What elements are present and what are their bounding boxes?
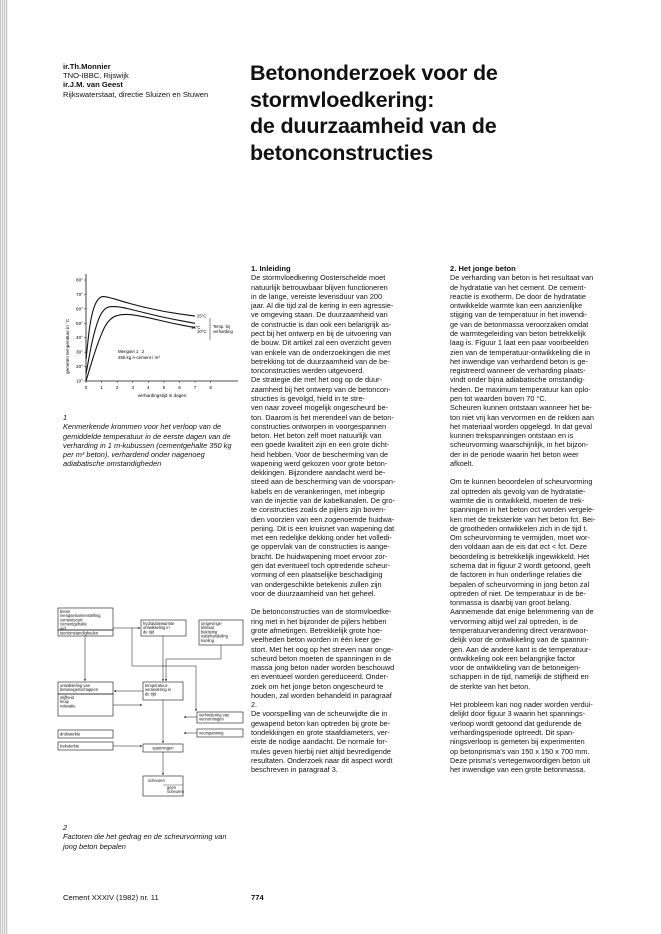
text-line: resultaten. Onderzoek naar dit aspect wordt: [251, 755, 393, 765]
chart-y-tick-label: 40°: [76, 335, 83, 341]
chart-x-tick-label: 0: [84, 385, 88, 390]
title-line: betonconstructies: [250, 140, 433, 165]
text-line: op betonprisma's van 150 x 150 x 700 mm.: [450, 746, 590, 756]
text-line: Scheuren kunnen ontstaan wanneer het be-: [450, 403, 592, 413]
text-line: pening. Dit is een kruisnet van wapening dat: [251, 523, 395, 533]
diagram-label: stortomstandigheden: [60, 630, 99, 636]
journal-reference: Cement XXXIV (1982) nr. 11: [63, 893, 159, 902]
text-line: spanningen in het beton σct worden vergele-: [450, 505, 595, 515]
text-line: de sterkte van het beton.: [450, 681, 531, 691]
chart-y-tick-label: 20°: [76, 364, 83, 370]
text-line: bepalen of scheurvorming in jong beton zal: [450, 579, 590, 589]
paragraph-block: [450, 477, 642, 690]
title-line: de duurzaamheid van de: [250, 114, 497, 138]
text-line: verloop wordt getoond dat gedurende de: [450, 718, 582, 728]
diagram-label: spanningen: [152, 745, 174, 751]
figure-1-temperature-chart: [56, 268, 246, 408]
diagram-label: bekisting: [201, 629, 218, 635]
page-binding-edge: [0, 0, 8, 934]
chart-y-tick-label: 60°: [76, 306, 83, 312]
text-column-2: [450, 264, 642, 774]
text-line: dekkingen. Bijzondere aandacht werd be-: [251, 468, 386, 478]
text-line: een goede kwaliteit zijn en een grote dicht-: [251, 440, 390, 450]
chart-x-tick-label: 5: [162, 385, 166, 390]
paragraph-block: [450, 273, 642, 468]
diagram-label: betoneigenschappen: [60, 687, 99, 693]
text-line: pect bij het ontwerp en bij de uitvoering van: [251, 328, 392, 338]
diagram-label: de tijd: [145, 691, 156, 697]
diagram-label: geen: [167, 785, 177, 790]
diagram-label: cementsoort: [60, 617, 83, 623]
text-line: van enkele van de onderzoekingen die met: [251, 347, 391, 357]
chart-y-tick-label: 50°: [76, 320, 83, 326]
text-line: de factoren in hun onderlinge relaties die: [450, 570, 582, 580]
text-line: eiste de nodige aandacht. De normale for-: [251, 737, 388, 747]
chart-y-tick-label: 30°: [76, 349, 83, 355]
figure-2-number: 2: [63, 823, 68, 832]
title-line: Betononderzoek voor de: [250, 61, 498, 85]
text-line: De stormvloedkering Oosterschelde moet: [251, 273, 386, 283]
author-2-affiliation: Rijkswaterstaat, directie Sluizen en Stuwen: [63, 89, 209, 99]
text-line: verhardingsperiode optreedt. Dit span-: [450, 728, 575, 738]
text-line: scheurvorming waarschijnlijk, in het bijzon-: [450, 440, 589, 450]
text-line: van de injectie van de kabelkanalen. De gro-: [251, 496, 396, 506]
text-line: ven naar zoveel mogelijk ongescheurd be-: [251, 403, 389, 413]
text-line: stort. Met het oog op het streven naar onge-: [251, 644, 394, 654]
text-line: beton. Het beton zelf moet natuurlijk van: [251, 431, 382, 441]
chart-y-ticks: [76, 278, 86, 384]
text-line: gewapend beton kan optreden bij grote be-: [251, 718, 391, 728]
text-line: constructies ontworpen in voorgespannen: [251, 421, 387, 431]
diagram-label: cementgehalte: [60, 621, 87, 627]
text-line: Aannemende dat enige belemmering van de: [450, 607, 594, 617]
text-line: vindt onder bijna adiabatische omstandig-: [450, 375, 585, 385]
text-line: tonmassa is daarbij van groot belang.: [450, 598, 572, 608]
text-line: schema dat in figuur 2 wordt getoond, geeft: [450, 560, 591, 570]
text-line: mules geven hierbij niet altijd bevredigende: [251, 746, 391, 756]
text-line: het inwendige van verhardend beton is ge-: [450, 356, 588, 366]
diagram-arrows: [85, 628, 221, 775]
chart-y-tick-label: 70°: [76, 291, 83, 297]
text-line: ring met in het bijzonder de pijlers hebben: [251, 616, 387, 626]
text-line: De voorspelling van de scheurwijdte die in: [251, 709, 388, 719]
chart-series-label: 15°C: [191, 324, 201, 330]
author-1-name: ir.Th.Monnier: [63, 62, 111, 71]
text-line: massa jong beton nader worden beschouwd: [251, 663, 395, 673]
text-line: zien van de temperatuur-ontwikkeling die in: [450, 347, 591, 357]
text-line: ge van de betonmassa veroorzaken omdat: [450, 319, 589, 329]
text-line: de hydratatie van het cement. De cement-: [450, 282, 586, 292]
figure-2-factor-diagram: [56, 604, 246, 814]
text-line: de warmtegeleiding van beton betrekkelijk: [450, 328, 586, 338]
text-line: heden. De maximum temperatuur kan oplo-: [450, 384, 591, 394]
text-line: 2.: [251, 700, 258, 710]
text-line: gen dat eventueel toch optredende scheur-: [251, 561, 391, 570]
diagram-label: omgevings-: [201, 621, 223, 626]
diagram-label: voorspanning: [199, 730, 224, 736]
diagram-label: koeling: [201, 637, 214, 643]
diagram-label: verhindering van: [199, 712, 230, 718]
text-line: steed aan de bescherming van de voorspan-: [251, 477, 396, 487]
diagram-label: nabehandeling: [201, 633, 228, 639]
text-line: in de lange, vereiste levensduur van 200: [251, 291, 383, 301]
section-heading-inleiding: 1. Inleiding: [251, 264, 291, 273]
diagram-label: klimaat: [201, 625, 214, 631]
diagram-label: scheuren: [148, 778, 165, 783]
text-line: beoordeling is betrekkelijk ingewikkeld. Het: [450, 551, 590, 561]
text-line: het materiaal worden opgelegd. In dat geval: [450, 421, 592, 431]
diagram-label: mengselsamenstelling: [60, 613, 101, 619]
diagram-label: scheuren: [167, 789, 184, 795]
text-line: natuurlijk betrouwbaar blijven functioneren: [251, 282, 388, 292]
text-line: te constructies zoals de pijlers zijn boven-: [251, 505, 386, 515]
text-line: schappen in de tijd, namelijk de stijfheid en: [450, 672, 589, 682]
chart-series-label: 25°C: [197, 313, 207, 319]
chart-x-tick-label: 3: [131, 385, 135, 390]
text-line: ge oppervlak van de constructies is aange-: [251, 542, 390, 552]
text-line: pen tot waarden boven 70 °C.: [450, 393, 547, 403]
chart-x-tick-label: 4: [147, 385, 150, 390]
text-line: voor de duurzaamheid van het geheel.: [251, 588, 376, 598]
text-line: het inwendige van een grote betonmassa.: [450, 765, 586, 775]
text-line: De strategie die met het oog op de duur-: [251, 375, 383, 385]
text-line: afkoelt.: [450, 458, 474, 468]
author-1-affiliation: TNO-IBBC, Rijswijk: [63, 71, 129, 81]
diagram-label: verandering in: [145, 687, 171, 693]
diagram-label: relaxatie: [60, 703, 76, 709]
text-line: heid hebben. Voor de bescherming van de: [251, 449, 389, 459]
diagram-labels: [60, 609, 230, 794]
text-line: grote afmetingen. Betrekkelijk grote hoe-: [251, 625, 383, 635]
text-line: vervorming altijd wel zal optreden, is de: [450, 616, 578, 626]
text-line: Het probleem kan nog nader worden verdui-: [450, 700, 593, 710]
text-line: kabels en de verankeringen, met inbegrip: [251, 486, 385, 496]
author-2-name: ir.J.M. van Geest: [63, 80, 123, 90]
figure-1-number: 1: [63, 413, 68, 422]
text-line: Om scheurvorming te vermijden, moet wor-: [450, 533, 590, 543]
text-line: voor de ontwikkeling van de betoneigen-: [450, 663, 581, 673]
diagram-label: kruip: [60, 699, 69, 705]
text-line: structies is gevolgd, hield in te stre-: [251, 393, 365, 403]
section-heading-jonge-beton: 2. Het jonge beton: [450, 264, 516, 273]
figure-1-caption-text: Kenmerkende krommen voor het verloop van de gemiddelde temperatuur in de eerste dagen van de verharding in 1 m-kubussen (cementgehalte 350 kg per m³ beton), verhardend onder nagenoeg adiabatische omstandigheden: [63, 422, 232, 469]
chart-x-tick-label: 6: [178, 385, 181, 390]
text-line: warmte die is ontwikkeld, moeten de trek-: [450, 496, 585, 506]
diagram-label: ontwikkeling van: [60, 683, 91, 688]
diagram-label: treksterkte: [60, 743, 80, 749]
text-line: temperatuurverandering direct verantwoor-: [450, 625, 589, 635]
text-line: zaamheid bij het ontwerp van de betoncon-: [251, 384, 391, 394]
text-line: reactie is exotherm. De door de hydratatie: [450, 291, 586, 301]
text-line: bracht. De huidwapening moet ervoor zor-: [251, 551, 388, 561]
text-line: delijkt door figuur 3 waarin het spannings-: [450, 709, 586, 719]
text-line: van ondergeschikte betekenis zullen zijn: [251, 579, 382, 589]
text-line: optreden of niet. De temperatuur in de be-: [450, 588, 586, 598]
text-line: De betonconstructies van de stormvloedke-: [251, 607, 392, 617]
chart-y-tick-label: 80°: [76, 277, 83, 283]
diagram-label: stijfheid: [60, 695, 74, 700]
text-line: beschreven in paragraaf 3.: [251, 765, 338, 775]
text-line: de bouw. Dit artikel zal een overzicht geven: [251, 338, 392, 348]
chart-curve-labels: [191, 314, 206, 335]
chart-series-line: [86, 314, 195, 381]
diagram-label: beton: [60, 609, 71, 614]
paragraph-block: [251, 607, 443, 774]
text-line: ton niet vrij kan vervormen en de rekken aan: [450, 412, 594, 422]
title-line: stormvloedkering:: [250, 87, 435, 112]
figure-2-caption-text: Factoren die het gedrag en de scheurvorming van jong beton bepalen: [63, 832, 227, 851]
text-line: tonconstructies werden uitgevoerd.: [251, 366, 365, 376]
diagram-label: ontwikkeling in: [143, 625, 170, 631]
chart-x-tick-label: 2: [115, 385, 119, 390]
text-line: gen. Aan de andere kant is de temperatuur-: [450, 644, 591, 654]
diagram-label: hydratatiewarmte: [143, 621, 175, 626]
diagram-label: de tijd: [143, 629, 154, 635]
text-line: kunnen trekspanningen ontstaan en is: [450, 431, 574, 441]
text-line: ve omgeving staan. De duurzaamheid van: [251, 310, 388, 320]
text-line: laag is. Figuur 1 laat een paar voorbeelden: [450, 338, 589, 348]
paragraph-block: [450, 700, 642, 774]
chart-y-axis-label: gemeten temperatuur in °C: [65, 318, 70, 374]
text-line: ontwikkeling ook een belangrijke factor: [450, 653, 576, 663]
text-line: registreerd wanneer de verharding plaats-: [450, 366, 586, 376]
text-line: der in de periode waarin het beton weer: [450, 449, 579, 459]
diagram-label: temperatuur-: [145, 683, 169, 688]
chart-y-tick-label: 10°: [76, 378, 83, 384]
page-number: 774: [251, 893, 264, 902]
chart-x-tick-label: 8: [209, 385, 212, 390]
chart-mix-annotation: 350 kg A-cement / m³: [118, 355, 160, 360]
text-line: jaar. Al die tijd zal de kering in een agressie-: [251, 301, 394, 311]
chart-legend-line: Temp. bij: [213, 324, 230, 329]
text-line: Deze prisma's vertegenwoordigen beton uit: [450, 755, 591, 765]
text-line: houden, zal worden behandeld in paragraaf: [251, 690, 392, 700]
text-line: ningsverloop is gemeten bij experimenten: [450, 737, 585, 747]
text-line: zoek om het jonge beton ongescheurd te: [251, 681, 384, 691]
figure-2-caption: [63, 823, 241, 851]
text-line: met een redelijke dekking onder het volledi-: [251, 533, 392, 543]
chart-x-axis-label: verhardingstijd in dagen: [137, 393, 187, 398]
diagram-label: vervormingen: [199, 716, 224, 722]
text-line: zal optreden als gevolg van de hydratatie-: [450, 486, 586, 496]
text-line: vorming of een plaatselijke beschadiging: [251, 570, 383, 580]
text-line: tondekkingen en grote staafdiameters, ver-: [251, 728, 390, 738]
text-line: den voldaan aan de eis dat σct < fct. Deze: [450, 542, 587, 552]
figure-1-caption: [63, 413, 241, 469]
author-block: [63, 62, 253, 99]
chart-x-tick-label: 7: [193, 385, 197, 390]
diagram-label: wcf: [60, 625, 67, 631]
text-line: dien voorzien van een zogenoemde huidwa-: [251, 514, 395, 524]
text-line: delijk voor de ontwikkeling van de spannin-: [450, 635, 589, 645]
text-line: De verharding van beton is het resultaat van: [450, 273, 594, 283]
text-line: de constructie is dan ook een belangrijk as-: [251, 319, 392, 329]
chart-x-ticks: [85, 381, 213, 390]
text-line: stijging van de temperatuur in het inwendi-: [450, 310, 588, 320]
chart-x-tick-label: 1: [100, 385, 103, 390]
article-title: [250, 60, 650, 166]
text-line: ton. Daarom is het merendeel van de beton-: [251, 412, 394, 422]
text-line: en eventueel worden gereduceerd. Onder-: [251, 672, 389, 682]
chart-legend-line: verharding: [213, 329, 233, 334]
text-line: ken met de treksterkte van het beton fct. Bei-: [450, 514, 596, 524]
text-line: ontwikkelde warmte kan een aanzienlijke: [450, 301, 583, 311]
text-line: scheurd beton moeten de spanningen in de: [251, 653, 392, 663]
text-line: wapening werd gekozen voor grote beton-: [251, 458, 388, 468]
text-line: veelheden beton worden in één keer ge-: [251, 635, 382, 645]
paragraph-block: [251, 273, 443, 598]
text-line: de grootheden ontwikkelen zich in de tijd t.: [450, 523, 588, 533]
diagram-label: druksterkte: [60, 731, 81, 737]
text-line: Om te kunnen beoordelen of scheurvorming: [450, 477, 593, 487]
text-column-1: [251, 264, 443, 774]
chart-curves: [86, 297, 195, 381]
chart-series-label: 10°C: [197, 329, 207, 335]
text-line: betrekking tot de duurzaamheid van de be-: [251, 356, 390, 366]
chart-mix-annotation: Mengsel 1 : 2: [118, 349, 145, 354]
